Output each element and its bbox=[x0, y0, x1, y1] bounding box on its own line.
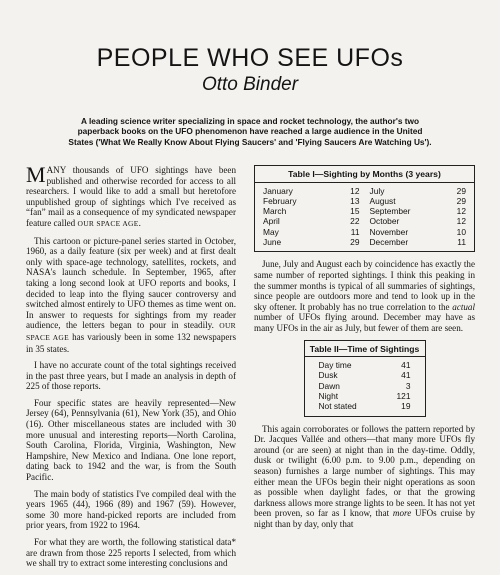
paragraph-text: UFOs cruise by night than by day, only that bbox=[254, 508, 475, 529]
table-column-left bbox=[263, 186, 370, 248]
paragraph-text: ANY thousands of UFO sightings have been published and otherwise recorded for access to all researchers. I would like to add a small but heretofore unpublished group of sightings which I've received as “fan” mail as a consequence of my syndicated newspaper feature called bbox=[26, 165, 236, 228]
month-label: March bbox=[263, 206, 287, 217]
time-label: Not stated bbox=[318, 401, 357, 412]
month-count: 11 bbox=[457, 237, 466, 248]
paragraph-text: June, July and August each by coincidence has exactly the same number of reported sightings. I think this peaking in the summer months is typical of all summaries of sightings, since people are outdoors more and tend to look up in the sky oftener. It probably has no true correlation to the bbox=[254, 259, 475, 312]
table-row bbox=[370, 227, 467, 237]
paragraph: I have no accurate count of the total sightings received in the past three years, but I made an analysis in depth of 225 of those reports. bbox=[26, 360, 236, 392]
table-row bbox=[370, 237, 467, 247]
paragraph: Four specific states are heavily represented—New Jersey (64), Pennsylvania (61), New York (35), and Ohio (16). Other miscellaneous states are included with 30 more unusual and interesting reports—North Carolina, South Carolina, Florida, Virginia, Washington, New Hampshire, New Mexico and Indiana. One lone report, dating back to 1942 and the war, is from the South Pacific. bbox=[26, 397, 236, 483]
paragraph bbox=[26, 162, 236, 230]
feature-name: OUR SPACE AGE bbox=[26, 321, 236, 342]
time-count: 19 bbox=[401, 401, 411, 412]
table-row bbox=[370, 186, 467, 196]
month-label: February bbox=[263, 195, 297, 206]
paragraph: For what they are worth, the following statistical data* are drawn from those 225 reports I selected, from which we shall try to extract some interesting conclusions and bbox=[26, 537, 236, 569]
month-label: January bbox=[263, 185, 293, 196]
paragraph bbox=[254, 259, 475, 333]
article-title: PEOPLE WHO SEE UFOs bbox=[96, 44, 404, 72]
time-label: Dawn bbox=[318, 380, 340, 391]
paragraph-text: . bbox=[138, 217, 141, 228]
month-label: June bbox=[263, 237, 282, 248]
paragraph-text: has variously been in some 132 newspapers in 35 states. bbox=[26, 331, 236, 354]
month-count: 29 bbox=[456, 185, 466, 196]
month-count: 13 bbox=[350, 195, 360, 206]
table-row bbox=[263, 216, 360, 226]
table-row bbox=[319, 381, 411, 391]
month-count: 10 bbox=[456, 226, 466, 237]
month-label: October bbox=[369, 216, 400, 227]
paragraph-text: This cartoon or picture-panel series started in October, 1960, as a daily feature (six per week) and at first dealt only with space-age technology, satellites, rockets, and NASA's launch schedule. In September, 1965, after taking a long second look at UFO reports and books, I decided to leap into the flying saucer controversy and switched almost entirely to UFO themes as time went on. In answer to requests for sightings from my reader audience, the letters began to pour in steadily. bbox=[26, 235, 236, 331]
table-row bbox=[263, 206, 360, 216]
left-column bbox=[26, 162, 236, 575]
paragraph-text: number of UFOs flying around. December may have as many UFOs in the air as July, but fewer of them are seen. bbox=[254, 312, 475, 333]
table-row bbox=[263, 196, 360, 206]
article-author: Otto Binder bbox=[201, 74, 299, 95]
paragraph bbox=[254, 424, 475, 530]
table-title: Table I—Sighting by Months (3 years) bbox=[255, 166, 474, 183]
table-sightings-by-month bbox=[254, 165, 475, 252]
month-count: 11 bbox=[350, 226, 360, 237]
table-row bbox=[263, 237, 360, 247]
table-column-right bbox=[370, 186, 467, 248]
month-count: 22 bbox=[350, 216, 360, 227]
feature-name: OUR SPACE AGE bbox=[77, 218, 139, 228]
month-label: April bbox=[263, 216, 280, 227]
month-count: 29 bbox=[350, 237, 360, 248]
paragraph-text: This again corroborates or follows the pattern reported by Dr. Jacques Vallée and others—that many more UFOs fly around (or are seen) at night than in the day-time. Oddly, dusk or twilight (6.00 p.m. to 9.00 p.m., depending on season) furnishes a large number of sightings. This may either mean the UFOs begin their night operations as soon as possible when daylight fades, or that the growing darkness allows more strange lights to be seen. It has not yet been proven, so far as I know, that bbox=[254, 423, 475, 519]
emphasis: actual bbox=[452, 301, 475, 312]
month-count: 12 bbox=[456, 216, 466, 227]
month-count: 15 bbox=[350, 206, 360, 217]
month-label: August bbox=[369, 195, 396, 206]
month-label: May bbox=[263, 226, 279, 237]
paragraph: The main body of statistics I've compiled deal with the years 1965 (44), 1966 (89) and 1967 (59). However, some 30 more hand-picked reports are included from prior years, from 1922 to 1964. bbox=[26, 488, 236, 531]
table-row bbox=[319, 370, 411, 380]
table-row bbox=[319, 391, 411, 401]
month-count: 12 bbox=[456, 206, 466, 217]
month-label: November bbox=[369, 226, 409, 237]
time-count: 41 bbox=[401, 360, 411, 371]
table-title: Table II—Time of Sightings bbox=[305, 341, 425, 358]
month-count: 29 bbox=[456, 195, 466, 206]
table-row bbox=[370, 206, 467, 216]
table-row bbox=[370, 216, 467, 226]
time-count: 41 bbox=[401, 370, 411, 381]
month-label: December bbox=[369, 237, 409, 248]
time-label: Night bbox=[318, 391, 339, 402]
month-label: July bbox=[369, 185, 385, 196]
time-label: Dusk bbox=[318, 370, 338, 381]
right-column bbox=[254, 165, 475, 536]
time-count: 3 bbox=[405, 380, 411, 391]
emphasis: more bbox=[392, 508, 412, 519]
table-row bbox=[370, 196, 467, 206]
drop-cap: M bbox=[26, 162, 46, 187]
month-count: 12 bbox=[350, 185, 360, 196]
table-row bbox=[319, 360, 411, 370]
time-count: 121 bbox=[396, 391, 411, 402]
table-row bbox=[263, 227, 360, 237]
table-row bbox=[319, 401, 411, 411]
paragraph bbox=[26, 236, 236, 355]
article-intro: A leading science writer specializing in space and rocket technology, the author's two paperback books on the UFO phenomenon have reached a large audience in the United States ('What We Really Know About Flying Saucers' and 'Flying Saucers Are Watching Us'). bbox=[68, 116, 432, 147]
table-time-of-sightings bbox=[304, 340, 426, 417]
table-row bbox=[263, 186, 360, 196]
time-label: Day time bbox=[318, 360, 352, 371]
month-label: September bbox=[369, 206, 411, 217]
